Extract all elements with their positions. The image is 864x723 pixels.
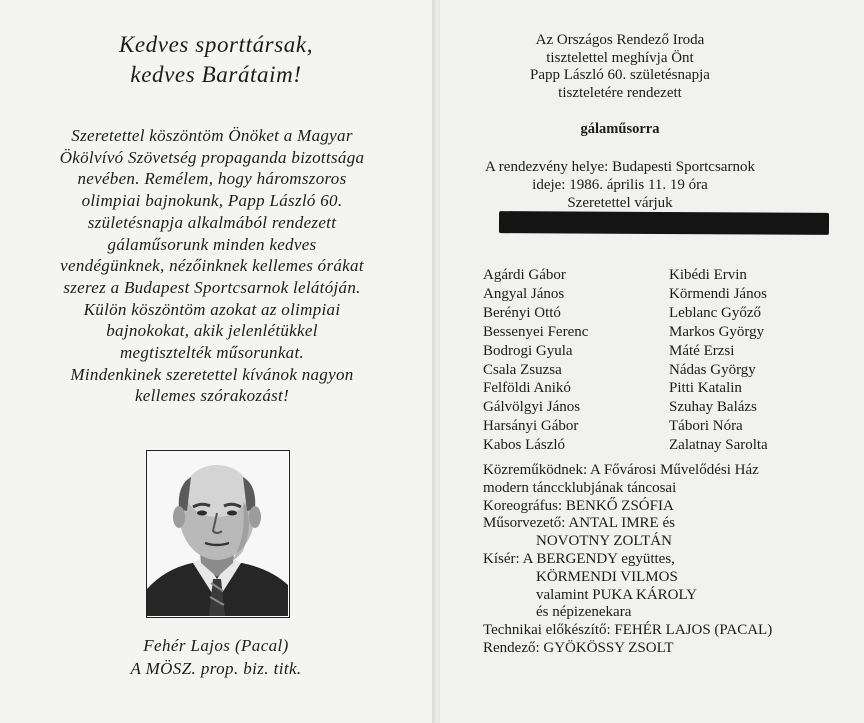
performer-name: Felföldi Anikó — [483, 380, 571, 397]
performer-name: Kibédi Ervin — [669, 267, 747, 283]
letter-line: kellemes szórakozást! — [134, 386, 290, 406]
host-line: Műsorvezető: ANTAL IMRE és — [483, 515, 675, 532]
gala-title: gálaműsorra — [580, 121, 660, 137]
letter-line: megtisztelték műsorunkat. — [119, 343, 305, 363]
host-line: NOVOTNY ZOLTÁN — [536, 533, 672, 550]
accompaniment-line: Kísér: A BERGENDY együttes, — [483, 550, 675, 567]
letter-line: olimpiai bajnokunk, Papp László 60. — [81, 191, 343, 211]
performer-name: Nádas György — [669, 361, 756, 378]
greeting-heading — [0, 30, 432, 90]
performer-name: Leblanc Győző — [669, 304, 762, 321]
letter-line: Szeretettel köszöntöm Önöket a Magyar — [71, 126, 353, 145]
letter-line: Ökölvívó Szövetség propaganda bizottsága — [59, 147, 365, 167]
signature-title: A MÖSZ. prop. biz. titk. — [130, 659, 302, 678]
technical-line: Technikai előkészítő: FEHÉR LAJOS (PACAL) — [483, 622, 773, 639]
letter-line: vendégünknek, nézőinknek kellemes órákat — [60, 256, 364, 276]
redaction-bar — [499, 211, 829, 235]
letter-line: bajnokokat, akik jelenlétükkel — [106, 321, 318, 341]
performer-name: Pitti Katalin — [669, 380, 742, 397]
signature-name: Fehér Lajos (Pacal) — [143, 636, 289, 655]
performer-name: Agárdi Gábor — [483, 267, 566, 283]
credits-line: modern tánccklubjának táncosai — [483, 479, 677, 496]
accompaniment-line: valamint PUKA KÁROLY — [536, 586, 697, 603]
portrait-photo — [146, 450, 290, 618]
letter-line: szerez a Budapest Sportcsarnok lelátóján. — [63, 277, 361, 297]
performer-name: Szuhay Balázs — [669, 399, 757, 416]
performers-column-1 — [483, 266, 588, 455]
performer-name: Máté Erzsi — [669, 342, 735, 359]
venue-details — [440, 158, 800, 212]
portrait-image — [147, 451, 288, 616]
director-line: Rendező: GYÖKÖSSY ZSOLT — [483, 639, 674, 656]
letter-line: Mindenkinek szeretettel kívánok nagyon — [70, 364, 354, 384]
letter-line: gálaműsorunk minden kedves — [107, 234, 317, 254]
page-fold — [432, 0, 440, 723]
performer-name: Angyal János — [483, 285, 565, 302]
venue-line: A rendezvény helye: Budapesti Sportcsarnok — [485, 159, 755, 175]
greeting-line: Kedves sporttársak, — [118, 32, 314, 57]
greeting-line: kedves Barátaim! — [130, 62, 302, 87]
signature-block — [0, 634, 432, 680]
performer-name: Berényi Ottó — [483, 304, 561, 321]
performer-name: Kabos László — [483, 437, 566, 454]
invitation-line: Az Országos Rendező Iroda — [535, 32, 705, 48]
performer-name: Bessenyei Ferenc — [483, 323, 589, 340]
performer-name: Zalatnay Sarolta — [669, 437, 768, 454]
performer-name: Harsányi Gábor — [483, 418, 579, 435]
accompaniment-line: KÖRMENDI VILMOS — [536, 568, 678, 585]
invitation-line: tiszteletére rendezett — [558, 84, 682, 101]
letter-line: Külön köszöntöm azokat az olimpiai — [83, 299, 341, 319]
invitation-line: tisztelettel meghívja Önt — [546, 49, 694, 66]
performer-name: Bodrogi Gyula — [483, 342, 573, 359]
invitation-text — [440, 32, 800, 102]
credits-line: Közreműködnek: A Fővárosi Művelődési Ház — [483, 462, 759, 478]
date-line: ideje: 1986. április 11. 19 óra — [532, 177, 708, 193]
performer-name: Körmendi János — [669, 285, 767, 302]
welcome-line: Szeretettel várjuk — [567, 195, 673, 211]
performers-column-2 — [669, 266, 768, 455]
accompaniment-line: és népizenekara — [536, 604, 632, 621]
letter-line: születésnapja alkalmából rendezett — [87, 212, 337, 232]
credits-block — [483, 462, 772, 658]
performer-name: Csala Zsuzsa — [483, 361, 562, 378]
performer-name: Gálvölgyi János — [483, 399, 581, 416]
letter-line: nevében. Remélem, hogy háromszoros — [77, 169, 347, 189]
welcome-letter — [0, 125, 424, 407]
choreographer-line: Koreográfus: BENKŐ ZSÓFIA — [483, 497, 674, 514]
performer-name: Markos György — [669, 323, 765, 340]
invitation-line: Papp László 60. születésnapja — [530, 67, 710, 83]
performer-name: Tábori Nóra — [669, 418, 743, 435]
